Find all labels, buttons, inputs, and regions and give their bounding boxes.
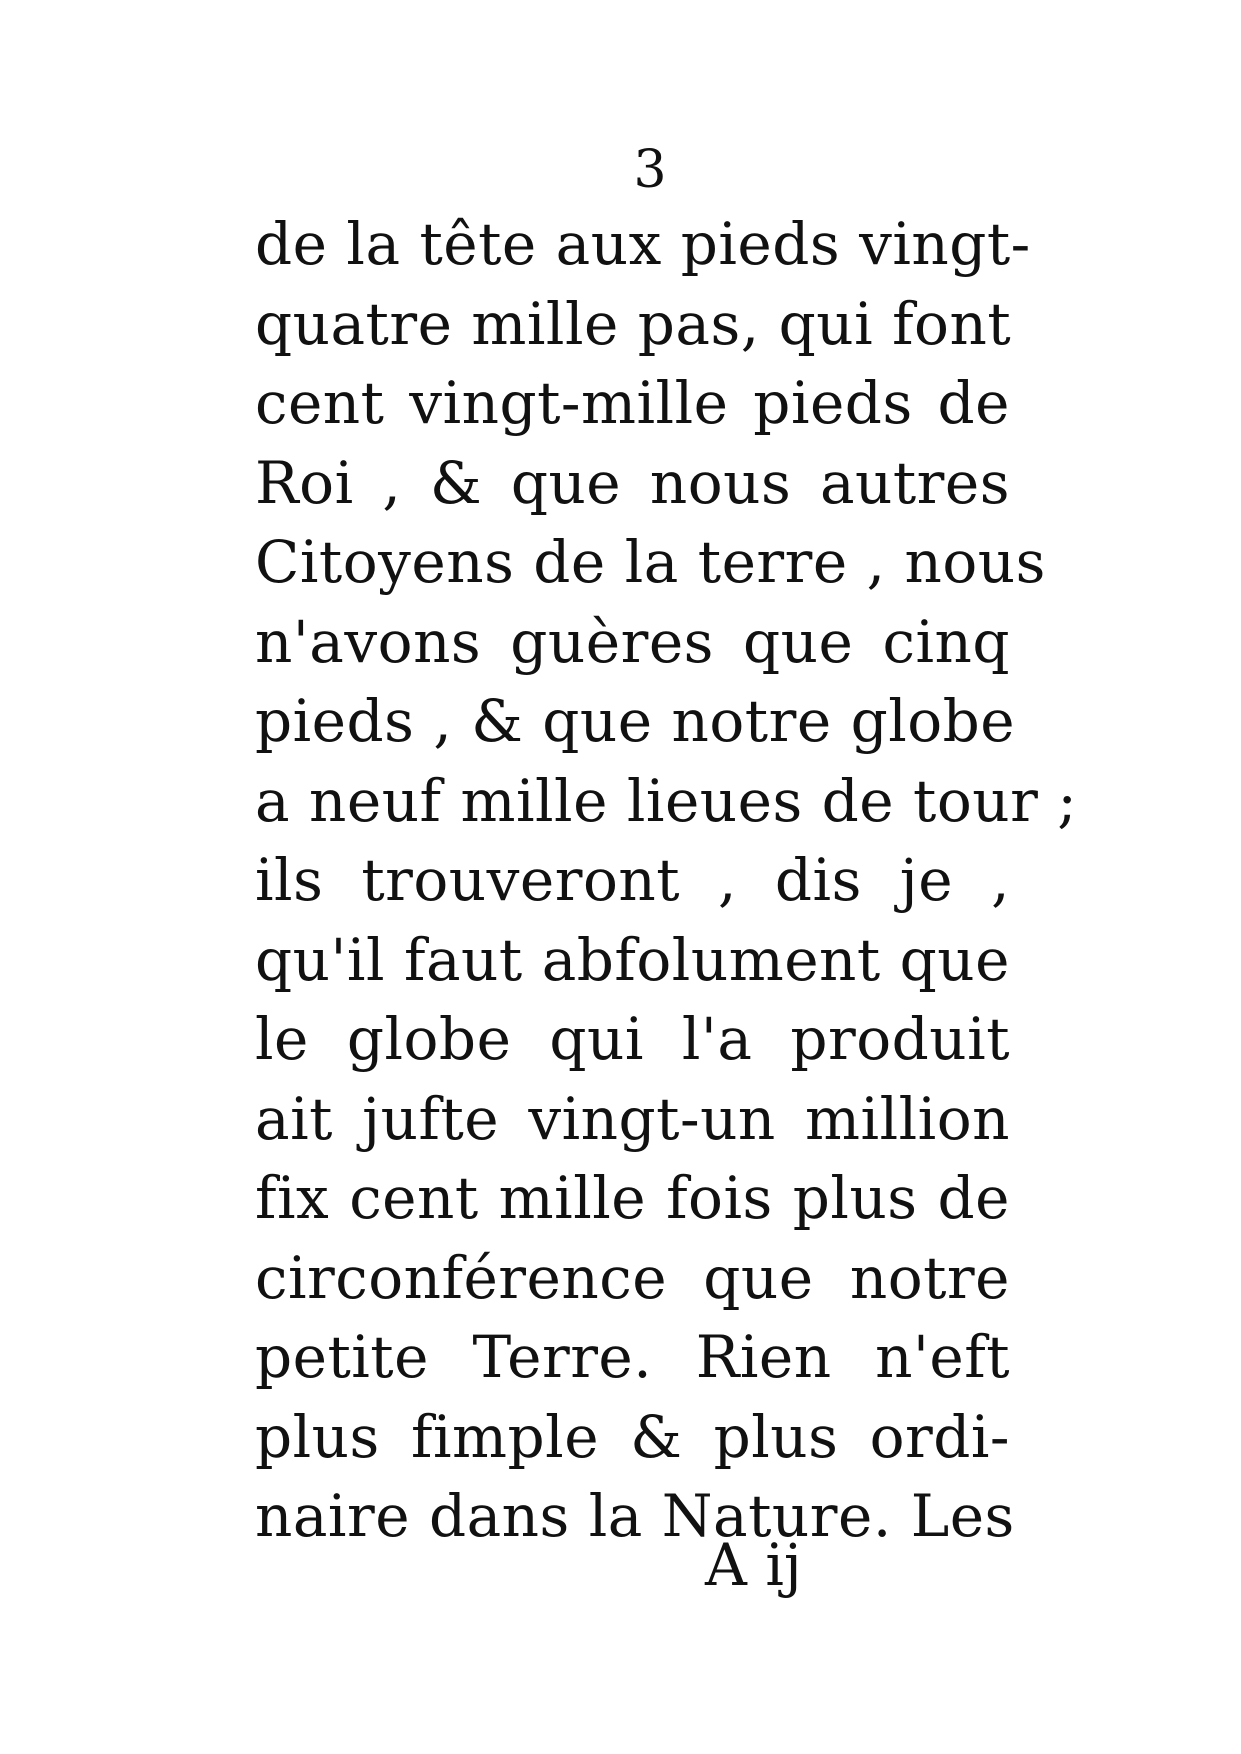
- text-line: le globe qui l'a produit: [255, 1005, 1010, 1073]
- text-line: Roi , & que nous autres: [255, 448, 1010, 517]
- text-line: petite Terre. Rien n'eft: [255, 1323, 1010, 1391]
- text-line: de la tête aux pieds vingt-: [255, 210, 1031, 278]
- text-line: circonférence que notre: [255, 1243, 1010, 1312]
- body-text: [255, 205, 1078, 1557]
- text-line: pieds , & que notre globe: [255, 687, 1016, 755]
- text-line: fix cent mille fois plus de: [255, 1164, 1010, 1232]
- text-line: ils trouveront , dis je ,: [255, 846, 1010, 914]
- page-number: 3: [633, 140, 667, 200]
- signature-mark: A ij: [705, 1531, 802, 1599]
- text-line: plus fimple & plus ordi-: [255, 1402, 1010, 1471]
- text-line: quatre mille pas, qui font: [255, 289, 1012, 358]
- text-line: cent vingt-mille pieds de: [255, 369, 1010, 437]
- text-line: ait jufte vingt-un million: [255, 1084, 1010, 1153]
- text-line: n'avons guères que cinq: [255, 607, 1010, 676]
- text-line: qu'il faut abfolument que: [255, 925, 1010, 994]
- text-line: Citoyens de la terre , nous: [255, 528, 1046, 596]
- text-line: naire dans la Nature. Les: [255, 1482, 1015, 1550]
- text-line: a neuf mille lieues de tour ;: [255, 766, 1078, 835]
